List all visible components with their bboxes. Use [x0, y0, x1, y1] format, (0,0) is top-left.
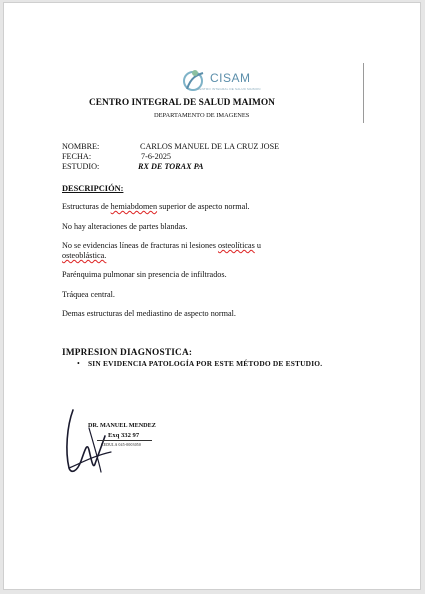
bullet-icon: •: [77, 359, 80, 368]
description-line-5: Tráquea central.: [62, 290, 115, 299]
misspelled-word: osteolíticas: [217, 241, 255, 250]
name-value: CARLOS MANUEL DE LA CRUZ JOSE: [140, 142, 280, 151]
logo-wordmark: CISAM: [210, 71, 251, 85]
logo-tagline: CENTRO INTEGRAL DE SALUD MAIMON: [197, 87, 261, 91]
text-run: u: [254, 241, 261, 250]
description-line-6: Demas estructuras del mediastino de aspecto normal.: [62, 309, 236, 318]
cisam-logo: [181, 67, 261, 99]
study-value: RX DE TORAX PA: [138, 162, 204, 171]
description-line-4: Parénquima pulmonar sin presencia de infiltrados.: [62, 270, 227, 279]
misspelled-word: hemiabdomen: [110, 202, 158, 211]
center-title: CENTRO INTEGRAL DE SALUD MAIMON: [89, 98, 275, 108]
description-line-2: No hay alteraciones de partes blandas.: [62, 222, 188, 231]
date-value: 7-6-2025: [141, 152, 172, 161]
study-label: ESTUDIO:: [62, 162, 100, 171]
text-run: No se evidencias líneas de fracturas ni lesiones: [62, 241, 218, 250]
description-heading: DESCRIPCIÓN:: [62, 184, 124, 193]
text-run: Estructuras de: [62, 202, 111, 211]
header-divider: [363, 63, 364, 123]
description-line-3: [62, 241, 261, 250]
date-label: FECHA:: [62, 152, 92, 161]
description-line-3b: osteoblástica.: [62, 251, 107, 260]
description-line-1: [62, 202, 250, 211]
doctor-cedula: CEDULA 045-0003050: [101, 443, 141, 447]
doctor-license: Exq 332 97: [108, 432, 140, 439]
impression-heading: IMPRESION DIAGNOSTICA:: [62, 348, 193, 358]
text-run: superior de aspecto normal.: [157, 202, 250, 211]
document-page: [3, 2, 421, 590]
department-name: DEPARTAMENTO DE IMAGENES: [154, 112, 250, 119]
signature-line: [97, 440, 152, 441]
impression-item: SIN EVIDENCIA PATOLOGÍA POR ESTE MÉTODO DE ESTUDIO.: [88, 359, 323, 368]
cisam-emblem-icon: [181, 67, 211, 97]
doctor-name: DR. MANUEL MENDEZ: [88, 422, 156, 429]
name-label: NOMBRE:: [62, 142, 100, 151]
